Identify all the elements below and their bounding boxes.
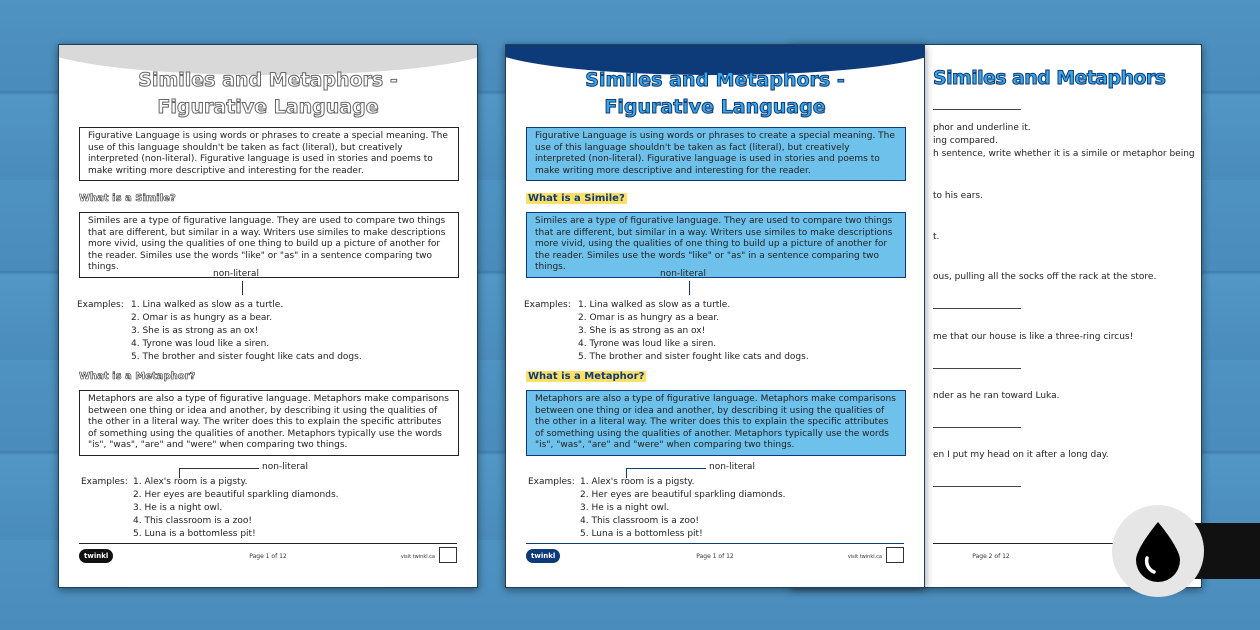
example: 5. The brother and sister fought like cats and dogs. <box>578 352 809 362</box>
twinkl-logo: twinkl <box>79 549 113 563</box>
instruction-text: phor and underline it. <box>933 123 1031 133</box>
example: 5. Luna is a bottomless pit! <box>580 529 703 539</box>
arrow-icon <box>689 281 690 295</box>
example: 1. Lina walked as slow as a turtle. <box>131 300 284 310</box>
example: 2. Her eyes are beautiful sparkling diamonds. <box>580 490 786 500</box>
example: 5. Luna is a bottomless pit! <box>133 529 256 539</box>
sentence: nder as he ran toward Luka. <box>933 391 1060 401</box>
metaphor-heading: What is a Metaphor? <box>528 371 645 382</box>
quality-badge-icon <box>439 547 457 563</box>
example: 5. The brother and sister fought like cats and dogs. <box>131 352 362 362</box>
instruction-text: h sentence, write whether it is a simile or metaphor being <box>933 149 1195 159</box>
example: 1. Lina walked as slow as a turtle. <box>578 300 731 310</box>
sentence: ous, pulling all the socks off the rack at the store. <box>933 272 1157 282</box>
metaphor-box: Metaphors are also a type of figurative language. Metaphors make comparisons between one thing or idea and another, by describing it using the qualities of the other in a literal way. The writer does this to explain the specific attributes of something using the qualities of another. Metaphors typically use the words "is", "was", "are" and "were" when comparing two things. <box>526 390 906 456</box>
non-literal-label: non-literal <box>660 269 706 279</box>
answer-line <box>933 308 1021 309</box>
instruction-text: ing compared. <box>933 136 998 146</box>
example: 1. Alex's room is a pigsty. <box>580 477 695 487</box>
example: 2. Her eyes are beautiful sparkling diamonds. <box>133 490 339 500</box>
title-line-2: Figurative Language <box>604 96 826 118</box>
example: 4. This classroom is a zoo! <box>133 516 252 526</box>
examples-label: Examples: <box>528 477 575 487</box>
metaphor-examples <box>133 476 339 541</box>
example: 4. Tyrone was loud like a siren. <box>131 339 270 349</box>
visit-link: visit twinkl.ca <box>847 554 882 560</box>
example: 4. This classroom is a zoo! <box>580 516 699 526</box>
worksheet-page-1 <box>58 44 478 588</box>
page-number: Page 1 of 12 <box>696 553 734 560</box>
sentence: t. <box>933 232 940 242</box>
title-line-2: Figurative Language <box>157 96 379 118</box>
metaphor-examples <box>580 476 786 541</box>
example: 1. Alex's room is a pigsty. <box>133 477 248 487</box>
examples-label: Examples: <box>524 300 571 310</box>
simile-heading: What is a Simile? <box>79 193 176 204</box>
simile-box: Similes are a type of figurative language. They are used to compare two things that are different, but similar in a way. Writers use similes to make descriptions more vivid, using the qualities of one thing to build up a picture of another for the reader. Similes use the words "like" or "as" in a sentence comparing two things. <box>526 212 906 278</box>
water-drop-icon[interactable] <box>1112 505 1204 597</box>
non-literal-label: non-literal <box>213 269 259 279</box>
metaphor-heading: What is a Metaphor? <box>79 371 196 382</box>
title-line-1: Similes and Metaphors - <box>138 69 398 91</box>
example: 3. He is a night owl. <box>580 503 670 513</box>
page-number: Page 1 of 12 <box>249 553 287 560</box>
intro-box: Figurative Language is using words or phrases to create a special meaning. The use of this language shouldn't be taken as fact (literal), but creatively interpreted (non-literal). Figurative language is used in stories and poems to make writing more descriptive and interesting for the reader. <box>79 127 459 181</box>
examples-label: Examples: <box>77 300 124 310</box>
non-literal-label: non-literal <box>709 462 755 472</box>
example: 3. She is as strong as an ox! <box>578 326 706 336</box>
example: 3. He is a night owl. <box>133 503 223 513</box>
intro-box: Figurative Language is using words or phrases to create a special meaning. The use of this language shouldn't be taken as fact (literal), but creatively interpreted (non-literal). Figurative language is used in stories and poems to make writing more descriptive and interesting for the reader. <box>526 127 906 181</box>
simile-examples <box>131 299 362 364</box>
page-title <box>506 67 924 121</box>
arrow-icon <box>242 281 243 295</box>
simile-examples <box>578 299 809 364</box>
simile-box: Similes are a type of figurative language. They are used to compare two things that are different, but similar in a way. Writers use similes to make descriptions more vivid, using the qualities of one thing to build up a picture of another for the reader. Similes use the words "like" or "as" in a sentence comparing two things. <box>79 212 459 278</box>
sentence: me that our house is like a three-ring circus! <box>933 332 1134 342</box>
example: 2. Omar is as hungry as a bear. <box>131 313 273 323</box>
answer-line <box>933 109 1021 110</box>
quality-badge-icon <box>886 547 904 563</box>
sentence: to his ears. <box>933 191 983 201</box>
footer-divider <box>526 543 904 544</box>
metaphor-box: Metaphors are also a type of figurative language. Metaphors make comparisons between one thing or idea and another, by describing it using the qualities of the other in a literal way. The writer does this to explain the specific attributes of something using the qualities of another. Metaphors typically use the words "is", "was", "are" and "were" when comparing two things. <box>79 390 459 456</box>
page-title <box>59 67 477 121</box>
arrow-icon <box>626 468 706 469</box>
examples-label: Examples: <box>81 477 128 487</box>
example: 2. Omar is as hungry as a bear. <box>578 313 720 323</box>
arrow-icon <box>179 468 259 469</box>
answer-line <box>933 368 1021 369</box>
footer-divider <box>79 543 457 544</box>
visit-link: visit twinkl.ca <box>400 554 435 560</box>
example: 3. She is as strong as an ox! <box>131 326 259 336</box>
sentence: en I put my head on it after a long day. <box>933 450 1109 460</box>
page-number: Page 2 of 12 <box>972 553 1010 560</box>
title-line-1: Similes and Metaphors - <box>585 69 845 91</box>
page-title: Similes and Metaphors <box>933 67 1166 89</box>
twinkl-logo: twinkl <box>526 549 560 563</box>
worksheet-page-1-color <box>505 44 925 588</box>
answer-line <box>933 427 1021 428</box>
simile-heading: What is a Simile? <box>528 193 625 204</box>
answer-line <box>933 486 1021 487</box>
example: 4. Tyrone was loud like a siren. <box>578 339 717 349</box>
non-literal-label: non-literal <box>262 462 308 472</box>
